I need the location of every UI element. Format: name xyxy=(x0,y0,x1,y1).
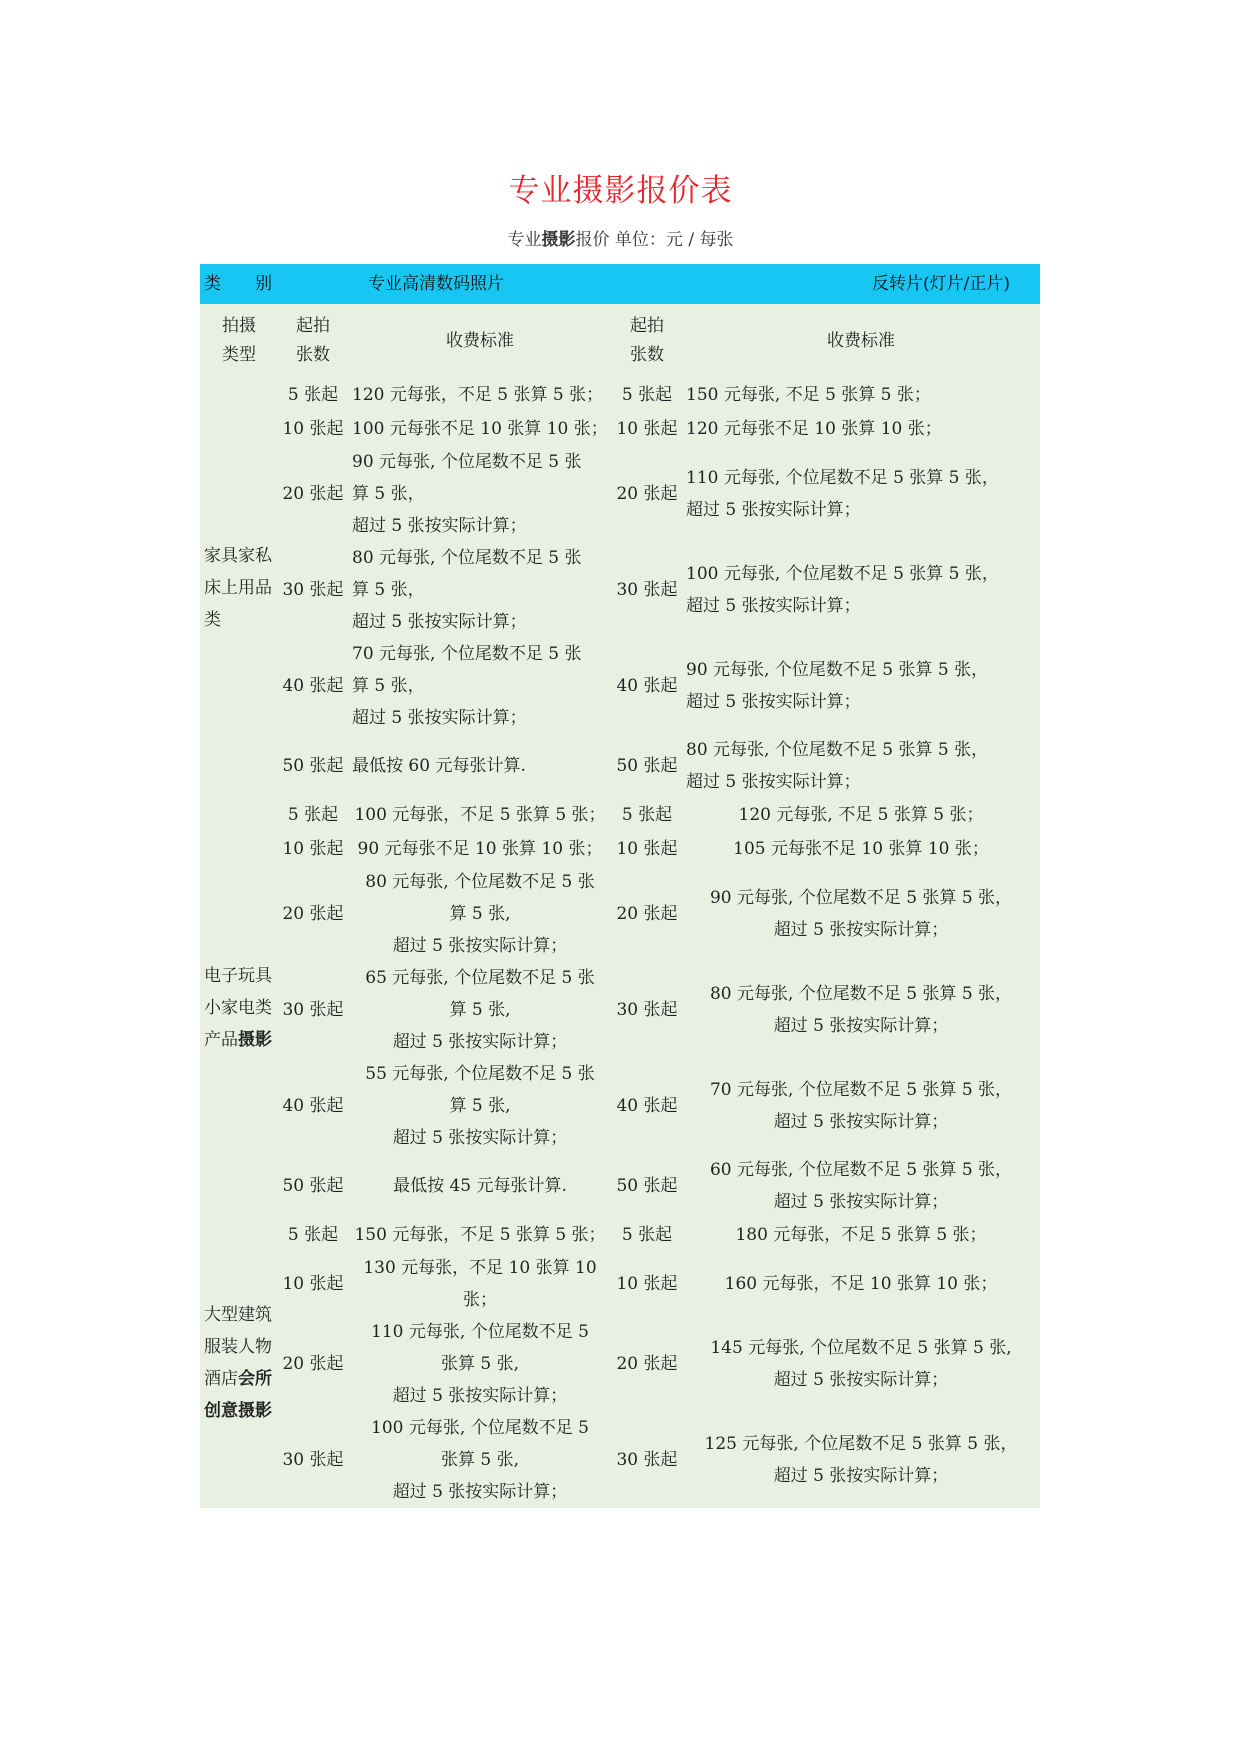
table-row xyxy=(200,378,1040,412)
table-row xyxy=(200,1218,1040,1252)
table-row xyxy=(200,1154,1040,1218)
table-row xyxy=(200,412,1040,446)
slide-start-count: 10 张起 xyxy=(612,1252,682,1316)
slide-fee: 60 元每张, 个位尾数不足 5 张算 5 张， 超过 5 张按实际计算； xyxy=(682,1154,1040,1218)
category-label-bold: 会所 创意摄影 xyxy=(204,1369,272,1421)
category-cell xyxy=(200,798,278,1218)
slide-fee: 105 元每张不足 10 张算 10 张； xyxy=(682,832,1040,866)
slide-fee: 145 元每张, 个位尾数不足 5 张算 5 张, 超过 5 张按实际计算； xyxy=(682,1316,1040,1412)
column-header-row xyxy=(200,304,1040,378)
table-row xyxy=(200,866,1040,962)
slide-fee: 90 元每张, 个位尾数不足 5 张算 5 张， 超过 5 张按实际计算； xyxy=(682,866,1040,962)
table-row xyxy=(200,446,1040,542)
digital-start-count: 10 张起 xyxy=(278,412,348,446)
category-label: 大型建筑 服装人物 酒店 xyxy=(204,1305,272,1389)
digital-start-count: 20 张起 xyxy=(278,866,348,962)
digital-fee: 100 元每张, 个位尾数不足 5 张算 5 张, 超过 5 张按实际计算； xyxy=(348,1412,612,1508)
slide-fee: 120 元每张, 不足 5 张算 5 张； xyxy=(682,798,1040,832)
table-row xyxy=(200,798,1040,832)
digital-fee: 80 元每张, 个位尾数不足 5 张 算 5 张， 超过 5 张按实际计算； xyxy=(348,542,612,638)
digital-fee: 80 元每张, 个位尾数不足 5 张 算 5 张, 超过 5 张按实际计算； xyxy=(348,866,612,962)
subtitle-post: 报价 单位：元 / 每张 xyxy=(575,230,734,250)
digital-fee: 65 元每张, 个位尾数不足 5 张 算 5 张, 超过 5 张按实际计算； xyxy=(348,962,612,1058)
price-table-body xyxy=(200,264,1040,1508)
category-label: 家具家私 床上用品 类 xyxy=(204,546,272,630)
header-digital: 专业高清数码照片 xyxy=(278,264,612,304)
table-row xyxy=(200,1058,1040,1154)
digital-fee: 最低按 45 元每张计算. xyxy=(348,1154,612,1218)
table-row xyxy=(200,1252,1040,1316)
slide-start-count: 5 张起 xyxy=(612,798,682,832)
digital-fee: 90 元每张不足 10 张算 10 张； xyxy=(348,832,612,866)
slide-start-count: 20 张起 xyxy=(612,866,682,962)
table-row xyxy=(200,734,1040,798)
table-row xyxy=(200,962,1040,1058)
slide-start-count: 10 张起 xyxy=(612,412,682,446)
category-cell xyxy=(200,1218,278,1508)
slide-start-count: 5 张起 xyxy=(612,378,682,412)
digital-start-count: 5 张起 xyxy=(278,378,348,412)
digital-start-count: 30 张起 xyxy=(278,962,348,1058)
category-cell xyxy=(200,378,278,798)
digital-fee: 120 元每张，不足 5 张算 5 张； xyxy=(348,378,612,412)
table-row xyxy=(200,1412,1040,1508)
slide-start-count: 20 张起 xyxy=(612,1316,682,1412)
header-category: 类 别 xyxy=(200,264,278,304)
digital-start-count: 50 张起 xyxy=(278,734,348,798)
digital-fee: 55 元每张, 个位尾数不足 5 张 算 5 张, 超过 5 张按实际计算； xyxy=(348,1058,612,1154)
colhead-slide-fee: 收费标准 xyxy=(682,304,1040,378)
slide-fee: 110 元每张, 个位尾数不足 5 张算 5 张， 超过 5 张按实际计算； xyxy=(682,446,1040,542)
slide-fee: 90 元每张, 个位尾数不足 5 张算 5 张， 超过 5 张按实际计算； xyxy=(682,638,1040,734)
slide-start-count: 30 张起 xyxy=(612,962,682,1058)
slide-start-count: 10 张起 xyxy=(612,832,682,866)
colhead-digital-count: 起拍 张数 xyxy=(278,304,348,378)
slide-start-count: 50 张起 xyxy=(612,1154,682,1218)
price-table xyxy=(200,264,1040,1508)
slide-start-count: 40 张起 xyxy=(612,1058,682,1154)
table-row xyxy=(200,542,1040,638)
colhead-slide-count: 起拍 张数 xyxy=(612,304,682,378)
subtitle-pre: 专业 xyxy=(507,230,542,250)
digital-fee: 100 元每张，不足 5 张算 5 张； xyxy=(348,798,612,832)
digital-fee: 100 元每张不足 10 张算 10 张； xyxy=(348,412,612,446)
slide-fee: 125 元每张, 个位尾数不足 5 张算 5 张， 超过 5 张按实际计算； xyxy=(682,1412,1040,1508)
digital-start-count: 20 张起 xyxy=(278,446,348,542)
digital-start-count: 20 张起 xyxy=(278,1316,348,1412)
digital-start-count: 50 张起 xyxy=(278,1154,348,1218)
slide-start-count: 30 张起 xyxy=(612,1412,682,1508)
table-row xyxy=(200,1316,1040,1412)
subtitle-bold: 摄影 xyxy=(541,230,576,250)
digital-start-count: 5 张起 xyxy=(278,1218,348,1252)
slide-fee: 80 元每张, 个位尾数不足 5 张算 5 张， 超过 5 张按实际计算； xyxy=(682,962,1040,1058)
slide-fee: 120 元每张不足 10 张算 10 张； xyxy=(682,412,1040,446)
slide-fee: 80 元每张, 个位尾数不足 5 张算 5 张， 超过 5 张按实际计算； xyxy=(682,734,1040,798)
slide-fee: 70 元每张, 个位尾数不足 5 张算 5 张， 超过 5 张按实际计算； xyxy=(682,1058,1040,1154)
colhead-digital-fee: 收费标准 xyxy=(348,304,612,378)
digital-start-count: 10 张起 xyxy=(278,1252,348,1316)
digital-start-count: 30 张起 xyxy=(278,1412,348,1508)
digital-fee: 150 元每张，不足 5 张算 5 张； xyxy=(348,1218,612,1252)
table-row xyxy=(200,832,1040,866)
slide-fee: 180 元每张，不足 5 张算 5 张； xyxy=(682,1218,1040,1252)
slide-start-count: 20 张起 xyxy=(612,446,682,542)
slide-start-count: 5 张起 xyxy=(612,1218,682,1252)
slide-start-count: 30 张起 xyxy=(612,542,682,638)
page-title: 专业摄影报价表 xyxy=(508,173,733,209)
subtitle xyxy=(0,225,1241,250)
digital-start-count: 5 张起 xyxy=(278,798,348,832)
category-label: 电子玩具 小家电类 产品 xyxy=(204,966,272,1050)
digital-fee: 110 元每张, 个位尾数不足 5 张算 5 张, 超过 5 张按实际计算； xyxy=(348,1316,612,1412)
slide-start-count: 50 张起 xyxy=(612,734,682,798)
slide-fee: 160 元每张，不足 10 张算 10 张； xyxy=(682,1252,1040,1316)
digital-fee: 130 元每张，不足 10 张算 10 张； xyxy=(348,1252,612,1316)
slide-fee: 100 元每张, 个位尾数不足 5 张算 5 张， 超过 5 张按实际计算； xyxy=(682,542,1040,638)
table-header-row xyxy=(200,264,1040,304)
digital-fee: 90 元每张, 个位尾数不足 5 张 算 5 张， 超过 5 张按实际计算； xyxy=(348,446,612,542)
digital-start-count: 10 张起 xyxy=(278,832,348,866)
digital-start-count: 40 张起 xyxy=(278,638,348,734)
table-row xyxy=(200,638,1040,734)
digital-start-count: 40 张起 xyxy=(278,1058,348,1154)
category-label-bold: 摄影 xyxy=(238,1030,272,1050)
colhead-type: 拍摄 类型 xyxy=(200,304,278,378)
digital-fee: 最低按 60 元每张计算. xyxy=(348,734,612,798)
digital-start-count: 30 张起 xyxy=(278,542,348,638)
slide-start-count: 40 张起 xyxy=(612,638,682,734)
digital-fee: 70 元每张, 个位尾数不足 5 张 算 5 张， 超过 5 张按实际计算； xyxy=(348,638,612,734)
header-slide: 反转片(灯片/正片) xyxy=(612,264,1040,304)
slide-fee: 150 元每张, 不足 5 张算 5 张； xyxy=(682,378,1040,412)
